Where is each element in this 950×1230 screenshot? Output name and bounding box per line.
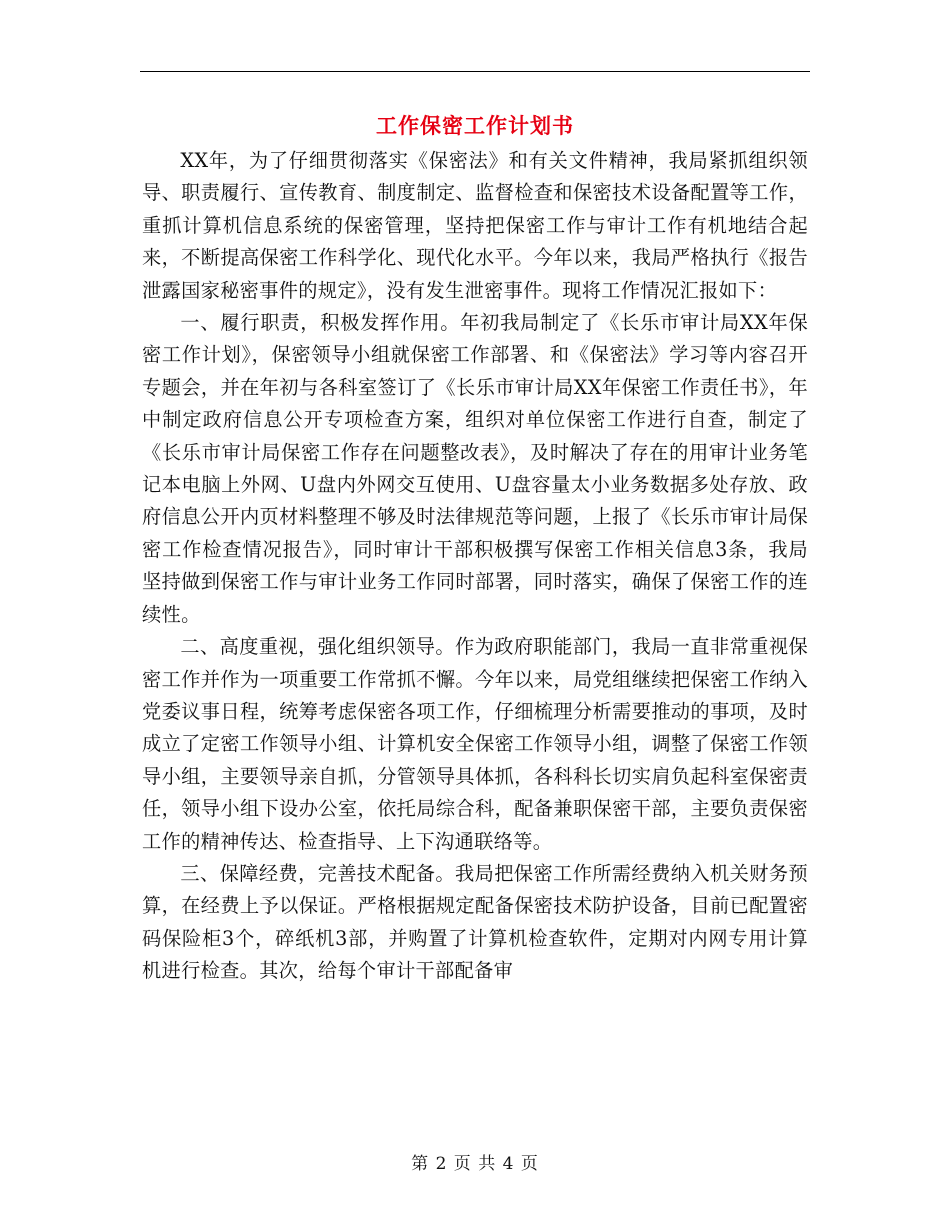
- document-title: 工作保密工作计划书: [376, 113, 574, 138]
- document-body: [142, 145, 808, 988]
- paragraph-section-2: 二、高度重视，强化组织领导。作为政府职能部门，我局一直非常重视保密工作并作为一项重要工作常抓不懈。今年以来，局党组继续把保密工作纳入党委议事日程，统筹考虑保密各项工作，仔细梳理分析需要推动的事项，及时成立了定密工作领导小组、计算机安全保密工作领导小组，调整了保密工作领导小组，主要领导亲自抓，分管领导具体抓，各科科长切实肩负起科室保密责任，领导小组下设办公室，依托局综合科，配备兼职保密干部，主要负责保密工作的精神传达、检查指导、上下沟通联络等。: [142, 635, 808, 853]
- paragraph-intro: XX年，为了仔细贯彻落实《保密法》和有关文件精神，我局紧抓组织领导、职责履行、宣传教育、制度制定、监督检查和保密技术设备配置等工作，重抓计算机信息系统的保密管理，坚持把保密工作与审计工作有机地结合起来，不断提高保密工作科学化、现代化水平。今年以来，我局严格执行《报告泄露国家秘密事件的规定》，没有发生泄密事件。现将工作情况汇报如下：: [142, 149, 808, 302]
- paragraph-section-1: 一、履行职责，积极发挥作用。年初我局制定了《长乐市审计局XX年保密工作计划》，保密领导小组就保密工作部署、和《保密法》学习等内容召开专题会，并在年初与各科室签订了《长乐市审计局XX年保密工作责任书》，年中制定政府信息公开专项检查方案，组织对单位保密工作进行自查，制定了《长乐市审计局保密工作存在问题整改表》，及时解决了存在的用审计业务笔记本电脑上外网、U盘内外网交互使用、U盘容量太小业务数据多处存放、政府信息公开内页材料整理不够及时法律规范等问题，上报了《长乐市审计局保密工作检查情况报告》，同时审计干部积极撰写保密工作相关信息3条，我局坚持做到保密工作与审计业务工作同时部署，同时落实，确保了保密工作的连续性。: [142, 311, 808, 626]
- header-rule: [140, 71, 810, 72]
- page-number-footer: 第 2 页 共 4 页: [411, 1154, 539, 1174]
- paragraph-section-3: 三、保障经费，完善技术配备。我局把保密工作所需经费纳入机关财务预算，在经费上予以保证。严格根据规定配备保密技术防护设备，目前已配置密码保险柜3个，碎纸机3部，并购置了计算机检查软件，定期对内网专用计算机进行检查。其次，给每个审计干部配备审: [142, 861, 808, 983]
